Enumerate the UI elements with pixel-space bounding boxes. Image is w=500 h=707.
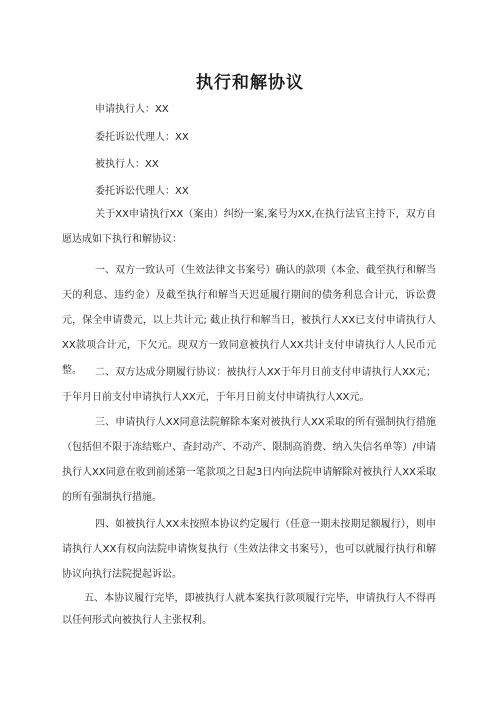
clause-2-paragraph: 二、双方达成分期履行协议：被执行人XX于年月日前支付申请执行人XX元；于年月日前支付申请执行人XX元，于年月日前支付申请执行人XX元。 [62,367,436,403]
applicant-line: 申请执行人：XX [95,104,169,115]
clause-5-paragraph: 五、本协议履行完毕，即被执行人就本案执行款项履行完毕，申请执行人不得再以任何形式向被执行人主张权利。 [62,593,436,626]
intro-paragraph: 关于XX申请执行XX（案由）纠纷一案,案号为XX,在执行法官主持下，双方自愿达成如下执行和解协议： [62,209,436,245]
clause-4-paragraph: 四、如被执行人XX未按照本协议约定履行（任意一期未按期足额履行），则申请执行人XX有权向法院申请恢复执行（生效法律文书案号），也可以就履行执行和解协议向执行法院提起诉讼。 [62,519,436,580]
clause-1-paragraph: 一、双方一致认可（生效法律文书案号）确认的款项（本金、截至执行和解当天的利息、违约金）及截至执行和解当天迟延履行期间的债务利息合计元，诉讼费元，保全申请费元，以上共计元; 截止执行和解当日，被执行人XX已支付申请执行人XX款项合计元，下欠元。现双方一致同意被执行人XX共计支付申请执行人人民币元整。 [62,265,436,376]
document-title: 执行和解协议 [196,73,304,93]
respondent-line: 被执行人：XX [95,159,159,170]
applicant-agent-line: 委托诉讼代理人：XX [95,132,189,143]
respondent-agent-line: 委托诉讼代理人：XX [95,186,189,197]
clause-3-paragraph: 三、申请执行人XX同意法院解除本案对被执行人XX采取的所有强制执行措施（包括但不限于冻结账户、查封动产、不动产、限制高消费、纳入失信名单等）/申请执行人XX同意在收到前述第一笔款项之日起3日内向法院申请解除对被执行人XX采取的所有强制执行措施。 [62,417,436,503]
